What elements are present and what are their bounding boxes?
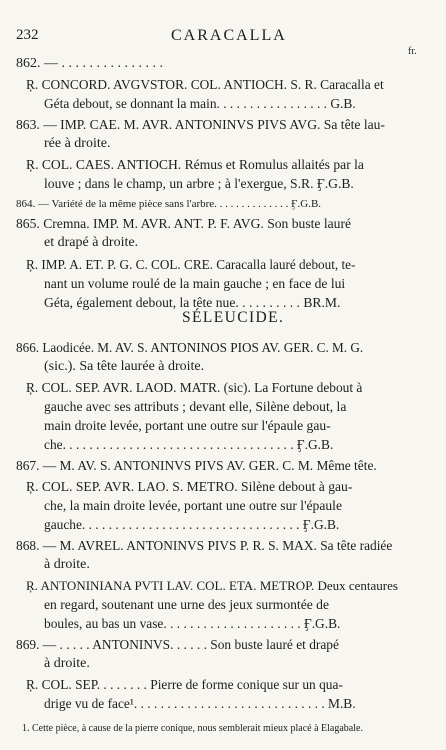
entry-line: et drapé à droite. [44, 235, 139, 250]
entry-line: Ŗ. CONCORD. AVGVSTOR. COL. ANTIOCH. S. R. Caracalla et [26, 77, 384, 92]
entry-line: Ŗ. ANTONINIANA PVTI LAV. COL. ETA. METROP. Deux centaures [26, 578, 398, 593]
entry-line: Ŗ. IMP. A. ET. P. G. C. COL. CRE. Caracalla lauré debout, te- [26, 257, 356, 272]
entry-line: nant un volume roulé de la main gauche ; en face de lui [44, 276, 346, 291]
entry-line: Ŗ. COL. SEP. AVR. LAO. S. METRO. Silène debout à gau- [26, 479, 353, 494]
entry-line: Géta, également debout, la tête nue. . . . . . . . . . BR.M. [44, 295, 341, 310]
entry-line: 866. Laodicée. M. AV. S. ANTONINOS PIOS AV. GER. C. M. G. [16, 340, 364, 355]
entry-line: Ŗ. COL. SEP. . . . . . . . Pierre de forme conique sur un qua- [26, 677, 343, 692]
footnote: 1. Cette pièce, à cause de la pierre conique, nous semblerait mieux placé à Elagabale. [22, 723, 363, 734]
entry-line: 867. — M. AV. S. ANTONINVS PIVS AV. GER. C. M. Même tête. [16, 458, 377, 473]
entry-line: louve ; dans le champ, un arbre ; à l'exergue, S.R. Ӻ.G.B. [44, 176, 354, 191]
entry-line: à droite. [44, 557, 90, 572]
running-head: CARACALLA [171, 27, 287, 44]
entry-line: 865. Cremna. IMP. M. AVR. ANT. P. F. AVG. Son buste lauré [16, 216, 352, 231]
section-title: SÉLEUCIDE. [182, 309, 285, 326]
margin-note: fr. [408, 46, 417, 57]
entry-line: 869. — . . . . . ANTONINVS. . . . . . Son buste lauré et drapé [16, 637, 339, 652]
entry-line: Ŗ. COL. SEP. AVR. LAOD. MATR. (sic). La Fortune debout à [26, 380, 363, 395]
page-number: 232 [16, 27, 39, 43]
entry-line: Géta debout, se donnant la main. . . . . . . . . . . . . . . . . G.B. [44, 96, 356, 111]
entry-line: en regard, soutenant une urne des jeux surmontée de [44, 597, 329, 612]
entry-line: 864. — Variété de la même pièce sans l'arbre. . . . . . . . . . . . . . Ӻ.G.B. [16, 198, 322, 210]
entry-line: boules, au bas un vase. . . . . . . . . . . . . . . . . . . . . Ӻ.G.B. [44, 616, 341, 631]
entry-line: gauche avec ses attributs ; devant elle, Silène debout, la [44, 399, 347, 414]
entry-line: main droite levée, portant une outre sur l'épaule gau- [44, 418, 331, 433]
entry-line: che, la main droite levée, portant une outre sur l'épaule [44, 498, 342, 513]
entry-line: drige vu de face¹. . . . . . . . . . . . . . . . . . . . . . . . . . . . . M.B. [44, 696, 356, 711]
entry-line: gauche. . . . . . . . . . . . . . . . . . . . . . . . . . . . . . . . . Ӻ.G.B. [44, 517, 340, 532]
entry-line: rée à droite. [44, 136, 111, 151]
entry-line: 862. — . . . . . . . . . . . . . . . [16, 56, 163, 71]
entry-line: 863. — IMP. CAE. M. AVR. ANTONINVS PIVS AVG. Sa tête lau- [16, 117, 385, 132]
entry-line: à droite. [44, 656, 90, 671]
entry-line: Ŗ. COL. CAES. ANTIOCH. Rémus et Romulus allaités par la [26, 157, 364, 172]
entry-line: che. . . . . . . . . . . . . . . . . . . . . . . . . . . . . . . . . . . Ӻ.G.B. [44, 437, 334, 452]
entry-line: (sic.). Sa tête laurée à droite. [44, 359, 205, 374]
entry-line: 868. — M. AVREL. ANTONINVS PIVS P. R. S. MAX. Sa tête radiée [16, 538, 393, 553]
